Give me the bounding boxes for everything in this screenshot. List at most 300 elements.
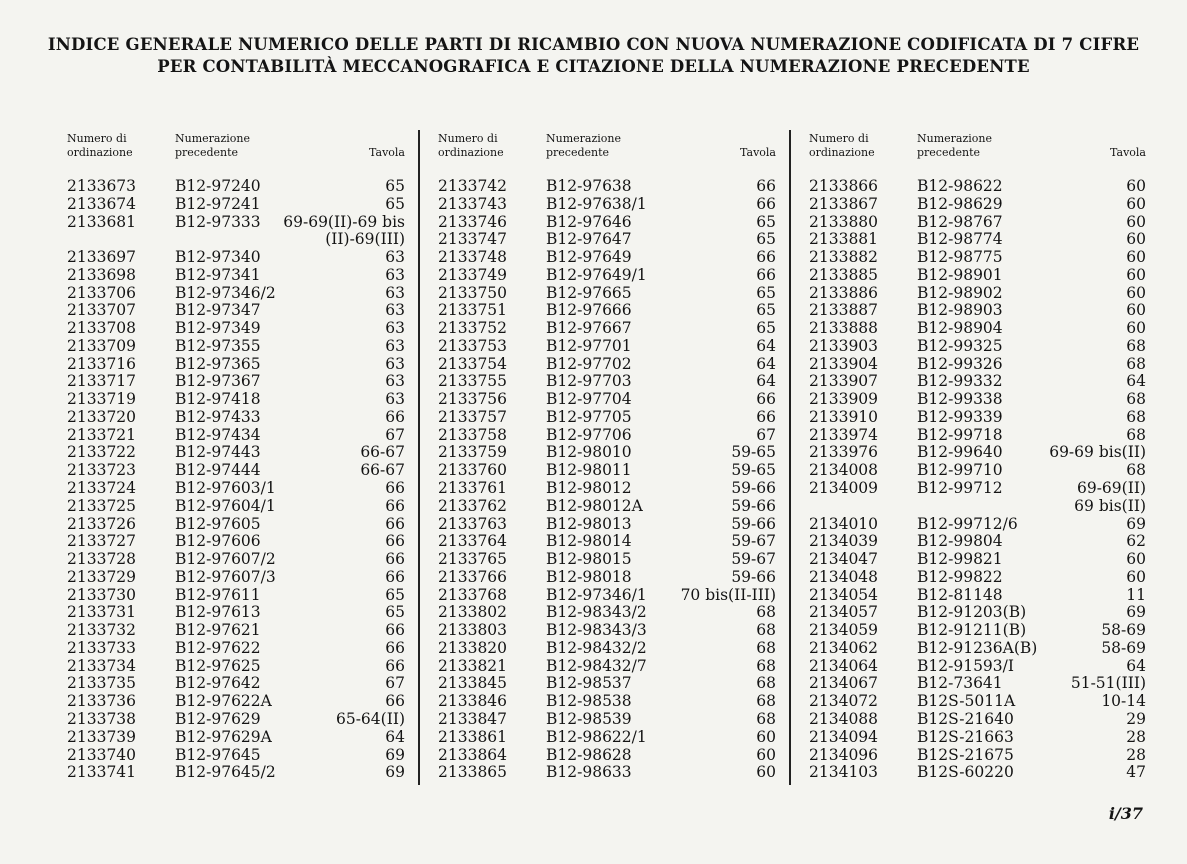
table-row: [67, 622, 405, 640]
precedente-cell: B12-99718: [917, 425, 1003, 444]
precedente-cell: B12-98903: [917, 301, 1003, 320]
table-row: [67, 498, 405, 516]
ordinazione-cell: 2133751: [438, 301, 508, 320]
precedente-cell: B12-97607/2: [175, 550, 276, 569]
table-row: [809, 302, 1146, 320]
table-row: [809, 604, 1146, 622]
ordinazione-cell: 2133719: [67, 390, 137, 409]
table-row: [67, 729, 405, 747]
precedente-cell: B12-97418: [175, 390, 261, 409]
tavola-cell: 59-66: [731, 479, 776, 498]
tavola-cell: 63: [385, 248, 405, 267]
ordinazione-cell: 2133867: [809, 194, 879, 213]
table-row: [67, 373, 405, 391]
ordinazione-cell: 2133740: [67, 745, 137, 764]
tavola-cell: 66: [385, 496, 405, 515]
table-row: [809, 480, 1146, 498]
precedente-cell: B12-97603/1: [175, 479, 276, 498]
precedente-cell: B12-98628: [546, 745, 632, 764]
ordinazione-cell: 2133765: [438, 550, 508, 569]
ordinazione-cell: 2133735: [67, 674, 137, 693]
tavola-cell: 59-66: [731, 514, 776, 533]
table-row: [67, 427, 405, 445]
table-row: [438, 516, 776, 534]
table-row: [438, 444, 776, 462]
precedente-cell: B12-99712/6: [917, 514, 1018, 533]
table-row: [438, 427, 776, 445]
ordinazione-cell: 2134062: [809, 638, 879, 657]
tavola-cell: 66: [385, 638, 405, 657]
table-row: [67, 231, 405, 249]
tavola-cell: 68: [756, 638, 776, 657]
ordinazione-cell: 2133753: [438, 336, 508, 355]
precedente-cell: B12-97433: [175, 407, 261, 426]
tavola-cell: 11: [1126, 585, 1146, 604]
table-row: [809, 249, 1146, 267]
precedente-cell: B12-99326: [917, 354, 1003, 373]
tavola-cell: 60: [1126, 301, 1146, 320]
table-row: [809, 693, 1146, 711]
ordinazione-cell: 2133734: [67, 656, 137, 675]
rows: [438, 178, 776, 782]
tavola-cell: 63: [385, 390, 405, 409]
table-row: [809, 747, 1146, 765]
tavola-cell: 66: [756, 407, 776, 426]
tavola-cell: 60: [1126, 550, 1146, 569]
precedente-cell: B12-97349: [175, 319, 261, 338]
precedente-cell: B12-97667: [546, 319, 632, 338]
precedente-cell: B12-98633: [546, 763, 632, 782]
table-row: [438, 551, 776, 569]
ordinazione-cell: 2133907: [809, 372, 879, 391]
precedente-cell: B12-99338: [917, 390, 1003, 409]
ordinazione-cell: 2134088: [809, 709, 879, 728]
precedente-cell: B12S-5011A: [917, 692, 1016, 711]
precedente-cell: B12S-60220: [917, 763, 1014, 782]
ordinazione-cell: 2133847: [438, 709, 508, 728]
table-row: [809, 427, 1146, 445]
tavola-cell: 63: [385, 336, 405, 355]
precedente-cell: B12S-21640: [917, 709, 1014, 728]
ordinazione-cell: 2134009: [809, 479, 879, 498]
table-row: [809, 373, 1146, 391]
tavola-cell: 63: [385, 265, 405, 284]
ordinazione-cell: 2134047: [809, 550, 879, 569]
ordinazione-cell: 2134010: [809, 514, 879, 533]
ordinazione-cell: 2133721: [67, 425, 137, 444]
table-row: [438, 693, 776, 711]
tavola-cell: 65: [756, 230, 776, 249]
header-tavola: Tavola: [740, 146, 776, 159]
ordinazione-cell: 2133742: [438, 177, 508, 195]
precedente-cell: B12-97443: [175, 443, 261, 462]
column-divider: [418, 130, 420, 785]
ordinazione-cell: 2134008: [809, 461, 879, 480]
precedente-cell: B12-97444: [175, 461, 261, 480]
precedente-cell: B12-97638/1: [546, 194, 647, 213]
tavola-cell: 59-67: [731, 532, 776, 551]
tavola-cell: 63: [385, 283, 405, 302]
tavola-cell: 66: [385, 621, 405, 640]
ordinazione-cell: 2133736: [67, 692, 137, 711]
header-precedente: Numerazione precedente: [175, 132, 250, 159]
tavola-cell: 69: [385, 745, 405, 764]
table-row: [809, 391, 1146, 409]
table-row: [67, 196, 405, 214]
table-row: [67, 569, 405, 587]
precedente-cell: B12-98904: [917, 319, 1003, 338]
table-row: [809, 729, 1146, 747]
ordinazione-cell: 2133887: [809, 301, 879, 320]
table-row: [438, 338, 776, 356]
precedente-cell: B12-97706: [546, 425, 632, 444]
table-row: [809, 675, 1146, 693]
precedente-cell: B12-98539: [546, 709, 632, 728]
tavola-cell: 66: [756, 390, 776, 409]
tavola-cell: 60: [1126, 212, 1146, 231]
precedente-cell: B12-98902: [917, 283, 1003, 302]
table-row: [67, 462, 405, 480]
tavola-cell: 64: [1126, 656, 1146, 675]
precedente-cell: B12-97645: [175, 745, 261, 764]
ordinazione-cell: 2133763: [438, 514, 508, 533]
precedente-cell: B12-98011: [546, 461, 632, 480]
ordinazione-cell: 2133673: [67, 177, 137, 195]
table-row: [67, 551, 405, 569]
tavola-cell: 59-67: [731, 550, 776, 569]
tavola-cell: 65: [756, 319, 776, 338]
tavola-cell: 59-65: [731, 461, 776, 480]
ordinazione-cell: 2134072: [809, 692, 879, 711]
table-row: [809, 711, 1146, 729]
table-row: [438, 729, 776, 747]
header-tavola: Tavola: [1110, 146, 1146, 159]
index-column-3: [809, 128, 1146, 782]
tavola-cell: 58-69: [1101, 638, 1146, 657]
table-row: [809, 178, 1146, 196]
column-divider: [789, 130, 791, 785]
ordinazione-cell: 2133768: [438, 585, 508, 604]
header-ordinazione: Numero di ordinazione: [809, 132, 875, 159]
ordinazione-cell: 2133758: [438, 425, 508, 444]
ordinazione-cell: 2133747: [438, 230, 508, 249]
tavola-cell: 69 bis(II): [1074, 496, 1146, 515]
tavola-cell: 69: [385, 763, 405, 782]
tavola-cell: 69-69(II): [1076, 479, 1146, 498]
precedente-cell: B12-97647: [546, 230, 632, 249]
tavola-cell: 68: [1126, 461, 1146, 480]
table-row: [438, 640, 776, 658]
tavola-cell: 64: [756, 336, 776, 355]
precedente-cell: B12-99332: [917, 372, 1003, 391]
ordinazione-cell: 2133698: [67, 265, 137, 284]
precedente-cell: B12-97347: [175, 301, 261, 320]
ordinazione-cell: 2133739: [67, 727, 137, 746]
precedente-cell: B12-98343/2: [546, 603, 647, 622]
ordinazione-cell: 2133909: [809, 390, 879, 409]
table-row: [809, 444, 1146, 462]
table-row: [809, 231, 1146, 249]
title-line-2: PER CONTABILITÀ MECCANOGRAFICA E CITAZIONE DELLA NUMERAZIONE PRECEDENTE: [157, 57, 1030, 76]
tavola-cell: 68: [1126, 390, 1146, 409]
tavola-cell: 66-67: [360, 443, 405, 462]
ordinazione-cell: 2133903: [809, 336, 879, 355]
precedente-cell: B12-97638: [546, 177, 632, 195]
precedente-cell: B12-97625: [175, 656, 261, 675]
tavola-cell: 60: [1126, 194, 1146, 213]
rows: [809, 178, 1146, 782]
precedente-cell: B12-97605: [175, 514, 261, 533]
precedente-cell: B12-98343/3: [546, 621, 647, 640]
table-row: [438, 622, 776, 640]
ordinazione-cell: 2133746: [438, 212, 508, 231]
table-row: [809, 498, 1146, 516]
table-row: [67, 285, 405, 303]
ordinazione-cell: 2133725: [67, 496, 137, 515]
table-row: [809, 338, 1146, 356]
ordinazione-cell: 2133727: [67, 532, 137, 551]
tavola-cell: 66: [385, 514, 405, 533]
table-row: [809, 640, 1146, 658]
precedente-cell: B12-99325: [917, 336, 1003, 355]
table-row: [438, 587, 776, 605]
ordinazione-cell: 2133738: [67, 709, 137, 728]
tavola-cell: 60: [1126, 283, 1146, 302]
ordinazione-cell: 2133750: [438, 283, 508, 302]
header-ordinazione: Numero di ordinazione: [438, 132, 504, 159]
table-row: [438, 711, 776, 729]
table-row: [438, 675, 776, 693]
precedente-cell: B12-97704: [546, 390, 632, 409]
ordinazione-cell: 2133904: [809, 354, 879, 373]
tavola-cell: 28: [1126, 745, 1146, 764]
precedente-cell: B12-97665: [546, 283, 632, 302]
tavola-cell: 65-64(II): [335, 709, 405, 728]
ordinazione-cell: 2133728: [67, 550, 137, 569]
tavola-cell: 68: [1126, 407, 1146, 426]
table-row: [438, 569, 776, 587]
ordinazione-cell: 2133729: [67, 567, 137, 586]
title-line-1: INDICE GENERALE NUMERICO DELLE PARTI DI RICAMBIO CON NUOVA NUMERAZIONE CODIFICATA DI 7 CIFRE: [47, 35, 1140, 54]
tavola-cell: 47: [1126, 763, 1146, 782]
tavola-cell: 64: [756, 372, 776, 391]
precedente-cell: B12-99339: [917, 407, 1003, 426]
ordinazione-cell: 2133766: [438, 567, 508, 586]
index-column-2: [438, 128, 776, 782]
tavola-cell: 68: [756, 709, 776, 728]
precedente-cell: B12-98622: [917, 177, 1003, 195]
tavola-cell: 60: [1126, 567, 1146, 586]
ordinazione-cell: 2133749: [438, 265, 508, 284]
tavola-cell: 60: [1126, 230, 1146, 249]
ordinazione-cell: 2134057: [809, 603, 879, 622]
ordinazione-cell: 2133760: [438, 461, 508, 480]
ordinazione-cell: 2133707: [67, 301, 137, 320]
precedente-cell: B12-97705: [546, 407, 632, 426]
table-row: [809, 267, 1146, 285]
ordinazione-cell: 2133865: [438, 763, 508, 782]
precedente-cell: B12-98901: [917, 265, 1003, 284]
column-header: [67, 128, 405, 172]
tavola-cell: 65: [385, 585, 405, 604]
precedente-cell: B12-98432/2: [546, 638, 647, 657]
tavola-cell: 69-69(II)-69 bis: [283, 212, 405, 231]
ordinazione-cell: 2133697: [67, 248, 137, 267]
table-row: [438, 498, 776, 516]
ordinazione-cell: 2134094: [809, 727, 879, 746]
precedente-cell: B12S-21675: [917, 745, 1014, 764]
precedente-cell: B12-97606: [175, 532, 261, 551]
ordinazione-cell: 2133764: [438, 532, 508, 551]
precedente-cell: B12-98537: [546, 674, 632, 693]
precedente-cell: B12-97355: [175, 336, 261, 355]
tavola-cell: 64: [756, 354, 776, 373]
table-row: [809, 533, 1146, 551]
ordinazione-cell: 2133880: [809, 212, 879, 231]
table-row: [67, 747, 405, 765]
precedente-cell: B12-91593/I: [917, 656, 1015, 675]
table-row: [438, 373, 776, 391]
table-row: [438, 302, 776, 320]
ordinazione-cell: 2133681: [67, 212, 137, 231]
tavola-cell: 66: [756, 248, 776, 267]
table-row: [438, 356, 776, 374]
tavola-cell: 10-14: [1101, 692, 1146, 711]
precedente-cell: B12-97365: [175, 354, 261, 373]
ordinazione-cell: 2133882: [809, 248, 879, 267]
table-row: [809, 196, 1146, 214]
precedente-cell: B12-97346/2: [175, 283, 276, 302]
precedente-cell: B12-97629: [175, 709, 261, 728]
precedente-cell: B12-91203(B): [917, 603, 1027, 622]
tavola-cell: 66: [385, 692, 405, 711]
precedente-cell: B12-97629A: [175, 727, 272, 746]
table-row: [438, 391, 776, 409]
precedente-cell: B12-97702: [546, 354, 632, 373]
table-row: [809, 462, 1146, 480]
ordinazione-cell: 2133974: [809, 425, 879, 444]
tavola-cell: 68: [1126, 354, 1146, 373]
tavola-cell: 59-65: [731, 443, 776, 462]
precedente-cell: B12-97341: [175, 265, 261, 284]
table-row: [67, 409, 405, 427]
precedente-cell: B12-98775: [917, 248, 1003, 267]
ordinazione-cell: 2133730: [67, 585, 137, 604]
table-row: [438, 409, 776, 427]
ordinazione-cell: 2133748: [438, 248, 508, 267]
precedente-cell: B12-91236A(B): [917, 638, 1038, 657]
tavola-cell: 70 bis(II-III): [680, 585, 776, 604]
precedente-cell: B12-99822: [917, 567, 1003, 586]
tavola-cell: 28: [1126, 727, 1146, 746]
precedente-cell: B12-97703: [546, 372, 632, 391]
rows: [67, 178, 405, 782]
precedente-cell: B12-73641: [917, 674, 1003, 693]
ordinazione-cell: 2133756: [438, 390, 508, 409]
tavola-cell: 67: [385, 674, 405, 693]
table-row: [67, 640, 405, 658]
precedente-cell: B12-97622: [175, 638, 261, 657]
index-column-1: [67, 128, 405, 782]
tavola-cell: 66: [385, 550, 405, 569]
ordinazione-cell: 2134064: [809, 656, 879, 675]
table-row: [67, 356, 405, 374]
table-row: [67, 480, 405, 498]
table-row: [809, 569, 1146, 587]
precedente-cell: B12-97645/2: [175, 763, 276, 782]
ordinazione-cell: 2133674: [67, 194, 137, 213]
table-row: [438, 320, 776, 338]
tavola-cell: (II)-69(III): [325, 230, 405, 249]
tavola-cell: 63: [385, 354, 405, 373]
table-row: [67, 604, 405, 622]
tavola-cell: 63: [385, 319, 405, 338]
precedente-cell: B12-98013: [546, 514, 632, 533]
tavola-cell: 59-66: [731, 567, 776, 586]
tavola-cell: 60: [756, 763, 776, 782]
ordinazione-cell: 2133755: [438, 372, 508, 391]
precedente-cell: B12-97604/1: [175, 496, 276, 515]
ordinazione-cell: 2133706: [67, 283, 137, 302]
tavola-cell: 65: [385, 194, 405, 213]
header-ordinazione: Numero di ordinazione: [67, 132, 133, 159]
ordinazione-cell: 2133866: [809, 177, 879, 195]
precedente-cell: B12-97340: [175, 248, 261, 267]
table-row: [67, 658, 405, 676]
table-row: [67, 675, 405, 693]
table-row: [67, 214, 405, 232]
table-row: [438, 178, 776, 196]
tavola-cell: 66: [385, 479, 405, 498]
ordinazione-cell: 2134096: [809, 745, 879, 764]
table-row: [67, 320, 405, 338]
tavola-cell: 66: [385, 656, 405, 675]
table-row: [67, 444, 405, 462]
ordinazione-cell: 2133717: [67, 372, 137, 391]
tavola-cell: 66: [385, 407, 405, 426]
ordinazione-cell: 2133752: [438, 319, 508, 338]
tavola-cell: 65: [756, 212, 776, 231]
precedente-cell: B12-97622A: [175, 692, 272, 711]
precedente-cell: B12-97642: [175, 674, 261, 693]
tavola-cell: 67: [385, 425, 405, 444]
tavola-cell: 59-66: [731, 496, 776, 515]
ordinazione-cell: 2133759: [438, 443, 508, 462]
table-row: [438, 480, 776, 498]
table-row: [438, 267, 776, 285]
ordinazione-cell: 2133720: [67, 407, 137, 426]
precedente-cell: B12-97611: [175, 585, 261, 604]
tavola-cell: 62: [1126, 532, 1146, 551]
tavola-cell: 60: [1126, 265, 1146, 284]
table-row: [67, 516, 405, 534]
table-row: [809, 658, 1146, 676]
ordinazione-cell: 2133709: [67, 336, 137, 355]
precedente-cell: B12-98538: [546, 692, 632, 711]
tavola-cell: 60: [756, 745, 776, 764]
tavola-cell: 69: [1126, 603, 1146, 622]
precedente-cell: B12-97240: [175, 177, 261, 195]
tavola-cell: 63: [385, 372, 405, 391]
ordinazione-cell: 2133733: [67, 638, 137, 657]
ordinazione-cell: 2133885: [809, 265, 879, 284]
tavola-cell: 67: [756, 425, 776, 444]
ordinazione-cell: 2134048: [809, 567, 879, 586]
precedente-cell: B12-97701: [546, 336, 632, 355]
tavola-cell: 66: [756, 194, 776, 213]
precedente-cell: B12-98014: [546, 532, 632, 551]
precedente-cell: B12-99804: [917, 532, 1003, 551]
